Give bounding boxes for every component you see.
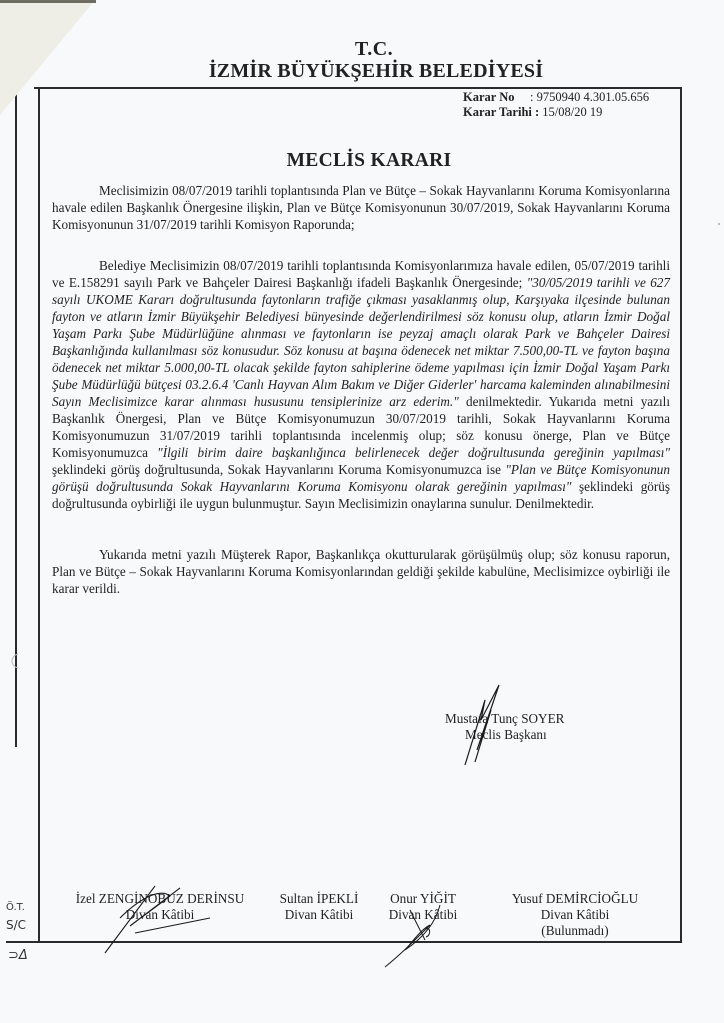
p2-middle: denilmektedir. Yukarıda metni yazılı Başkanlık Önergesi, Plan ve Bütçe Komisyonumuzun 30/07/2019 tarihli, Sokak Hayvanlarını Koruma Komisyonumuzun 31/07/2019 tarihli toplantısında incelenmiş olup; söz konusu önerge, Plan ve Bütçe Komisyonumuzca	[52, 394, 670, 460]
clerk-2-signature-block	[268, 891, 370, 923]
margin-handwritten-mark: ⊃Δ	[8, 948, 28, 963]
p2-middle-2: şeklindeki görüş doğrultusunda, Sokak Hayvanlarını Koruma Komisyonumuzca ise	[52, 462, 506, 477]
president-name: Mustafa Tunç SOYER	[445, 711, 565, 726]
margin-note-ot: Ö.T.	[6, 902, 25, 913]
margin-note-sc: S/C	[6, 918, 27, 932]
frame-outer-left-border	[15, 88, 17, 747]
folded-page-corner	[0, 0, 95, 115]
paragraph-1-text: Meclisimizin 08/07/2019 tarihli toplantısında Plan ve Bütçe – Sokak Hayvanlarını Koruma Komisyonlarına havale edilen Başkanlık Önergesine ilişkin, Plan ve Bütçe Komisyonunun 30/07/2019, Sokak Hayvanlarını Koruma Komisyonunun 31/07/2019 tarihli Komisyon Raporunda;	[52, 183, 670, 232]
decision-number-row	[463, 90, 649, 105]
clerk-2-role: Divan Kâtibi	[284, 907, 354, 922]
paragraph-3-text: Yukarıda metni yazılı Müşterek Rapor, Başkanlıkça okutturularak görüşülmüş olup; söz konusu raporun, Plan ve Bütçe – Sokak Hayvanlarını Koruma Komisyonlarından geldiği şekilde kabulüne, Meclisimizce oybirliği ile karar verildi.	[52, 547, 670, 596]
document-title: MECLİS KARARI	[286, 150, 452, 171]
clerk-3-role: Divan Kâtibi	[388, 907, 458, 922]
decision-date-label: Karar Tarihi :	[463, 105, 540, 119]
p2-quoted-proposal: "30/05/2019 tarihli ve 627 sayılı UKOME Kararı doğrultusunda faytonların trafiğe çıkması yasaklanmış olup, Karşıyaka ilçesinde bulunan fayton ve atların İzmir Büyükşehir Belediyesi bünyesinde değerlendirilmesi söz konusu olup, atların İzmir Doğal Yaşam Parkı Şube Müdürlüğüne alınması ve faytonların ise peyzaj amaçlı olarak Park ve Bahçeler Dairesi Başkanlığında kullanılması söz konusudur. Söz konusu at başına ödenecek net miktar 7.500,00-TL ve fayton başına ödenecek net miktar 5.000,00-TL olacak şekilde fayton sahiplerine ödeme yapılması için İzmir Doğal Yaşam Parkı Şube Müdürlüğü bütçesi 03.2.6.4 'Canlı Hayvan Alım Bakım ve Diğer Giderler' harcama kaleminden alınabilmesini Sayın Meclisimizce karar alınması hususunu tensiplerinize arz ederim."	[52, 275, 670, 409]
margin-bracket-mark-icon	[8, 652, 20, 670]
fold-shadow	[0, 0, 96, 3]
clerk-1-signature-block	[55, 891, 265, 923]
scan-speck	[718, 223, 720, 225]
clerk-4-signature-block	[505, 891, 645, 939]
decision-number-value: : 9750940 4.301.05.656	[530, 90, 650, 104]
decision-number-label: Karar No	[463, 90, 515, 104]
p2-intro: Belediye Meclisimizin 08/07/2019 tarihli toplantısında Komisyonlarımıza havale edilen, 05/07/2019 tarihli ve E.158291 sayılı Park ve Bahçeler Dairesi Başkanlığı ifadeli Başkanlık Önergesinde;	[52, 258, 670, 290]
clerk-2-name: Sultan İPEKLİ	[279, 891, 359, 906]
frame-top-border	[34, 87, 682, 89]
frame-bottom-border	[6, 941, 682, 943]
paragraph-1	[52, 182, 670, 233]
clerk-4-name: Yusuf DEMİRCİOĞLU	[511, 891, 639, 906]
p2-end: şeklindeki görüş doğrultusunda oybirliği ile uygun bulunmuştur. Sayın Meclisimizin onaylarına sunulur. Denilmektedir.	[52, 479, 671, 511]
paragraph-3	[52, 546, 670, 597]
president-signature-block	[445, 711, 564, 743]
p2-budget-commission-opinion: "İlgili birim daire başkanlığınca belirlenecek değer doğrultusunda gereğinin yapılması"	[157, 445, 670, 460]
frame-right-border	[680, 88, 682, 943]
paragraph-2-text	[52, 257, 670, 512]
p2-animal-commission-opinion: "Plan ve Bütçe Komisyonunun görüşü doğrultusunda Sokak Hayvanlarını Koruma Komisyonu olarak gereğinin yapılması"	[52, 462, 670, 494]
decision-date-row	[463, 105, 649, 120]
clerk-1-name: İzel ZENGİNOBUZ DERİNSU	[75, 891, 245, 906]
decision-date-value: 15/08/20 19	[539, 105, 603, 119]
header-tc: T.C.	[354, 38, 394, 60]
clerk-4-role: Divan Kâtibi	[540, 907, 610, 922]
clerk-3-signature-block	[383, 891, 463, 923]
clerk-3-name: Onur YİĞİT	[390, 891, 456, 906]
frame-inner-left-border	[38, 88, 40, 943]
header-organization: İZMİR BÜYÜKŞEHİR BELEDİYESİ	[208, 60, 544, 82]
paragraph-2	[52, 257, 670, 512]
clerk-4-note: (Bulunmadı)	[541, 923, 609, 938]
president-role: Meclis Başkanı	[465, 727, 547, 742]
decision-meta	[463, 90, 649, 120]
clerk-1-role: Divan Kâtibi	[125, 907, 195, 922]
